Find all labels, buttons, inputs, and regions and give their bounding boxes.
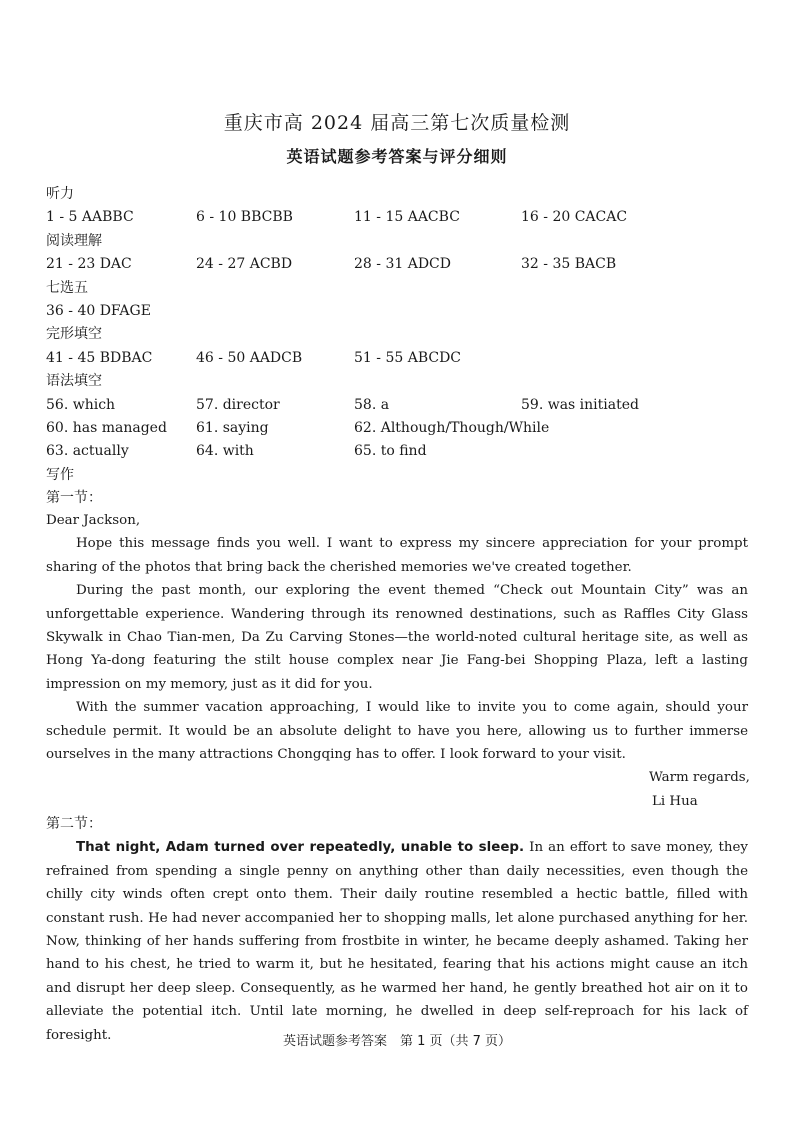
continuation-paragraph [46,836,748,1047]
answer-group: 1 - 5 AABBC [46,209,134,226]
answer-group: 11 - 15 AACBC [354,209,460,226]
answer-group: 32 - 35 BACB [521,256,617,273]
answer-item: 59. was initiated [521,396,639,413]
page-title: 重庆市高 2024 届高三第七次质量检测 [223,112,571,134]
seven-choose-five-label: 七选五 [46,279,88,296]
answer-item: 57. director [196,396,280,413]
grammar-row [46,417,756,440]
answer-group: 41 - 45 BDBAC [46,349,153,366]
part-two-label: 第二节： [46,816,102,832]
part-one-label: 第一节： [46,490,102,507]
answer-item: 56. which [46,396,116,413]
letter-paragraph: During the past month, our exploring the event themed “Check out Mountain City” was an unforgettable experience. Wandering through its renowned destinations, such as Raffles City Glass Skywalk in Chao Tian-men, Da Zu Carving Stones—the world-noted cultural heritage site, as well as Hong Ya-dong featuring the stilt house complex near Jie Fang-bei Shopping Plaza, left a lasting impression on my memory, just as it did for you. [46,583,748,692]
reading-row [46,253,756,276]
answer-group: 46 - 50 AADCB [196,349,303,366]
answer-group: 28 - 31 ADCD [354,256,451,273]
answer-group: 21 - 23 DAC [46,256,132,273]
answer-item: 60. has managed [46,419,167,436]
seven-choose-five-row [46,300,756,323]
reading-label: 阅读理解 [46,232,102,249]
grammar-row [46,440,756,463]
grammar-row [46,394,756,417]
letter-closing: Warm regards, [649,770,750,786]
answer-group: 6 - 10 BBCBB [196,209,293,226]
page-subtitle: 英语试题参考答案与评分细则 [286,147,508,166]
answer-item: 65. to find [354,443,427,460]
answer-group: 51 - 55 ABCDC [354,349,462,366]
answer-item: 62. Although/Though/While [354,419,550,436]
continuation-writing [46,813,748,1047]
letter-salutation: Dear Jackson, [46,513,141,528]
answer-group: 24 - 27 ACBD [196,256,293,273]
cloze-row [46,347,756,370]
answer-group: 16 - 20 CACAC [521,209,628,226]
letter-paragraph: Hope this message finds you well. I want to express my sincere appreciation for your prompt sharing of the photos that bring back the cherished memories we've created together. [46,536,748,575]
answer-item: 64. with [196,443,254,460]
grammar-label: 语法填空 [46,373,102,390]
letter-signature: Li Hua [652,793,698,809]
writing-label: 写作 [46,466,74,483]
answer-section [46,183,756,510]
letter-paragraph: With the summer vacation approaching, I would like to invite you to come again, should your schedule permit. It would be an absolute delight to have you here, allowing us to further immerse ourselves in the many attractions Chongqing has to offer. I look forward to your visit. [46,700,748,763]
answer-group: 36 - 40 DFAGE [46,302,151,319]
given-opening-sentence: That night, Adam turned over repeatedly, unable to sleep. [76,840,525,856]
answer-item: 63. actually [46,443,129,460]
cloze-label: 完形填空 [46,326,102,343]
listening-label: 听力 [46,186,74,202]
continuation-body: In an effort to save money, they refrained from spending a single penny on anything other than daily necessities, even though the chilly city winds often crept onto them. Their daily routine resembled a hectic battle, filled with constant rush. He had never accompanied her to shopping malls, let alone purchased anything for her. Now, thinking of her hands suffering from frostbite in winter, he became deeply ashamed. Taking her hand to his chest, he tried to warm it, but he hesitated, fearing that his actions might cause an itch and disrupt her deep sleep. Consequently, as he warmed her hand, he gently breathed hot air on it to alleviate the potential itch. Until late morning, he dwelled in deep self-reproach for his lack of foresight. [46,840,748,1043]
answer-item: 61. saying [196,419,269,436]
listening-row [46,206,756,229]
answer-item: 58. a [354,396,390,413]
sample-letter [46,509,748,813]
page-footer: 英语试题参考答案 第 1 页（共 7 页） [282,1034,512,1049]
